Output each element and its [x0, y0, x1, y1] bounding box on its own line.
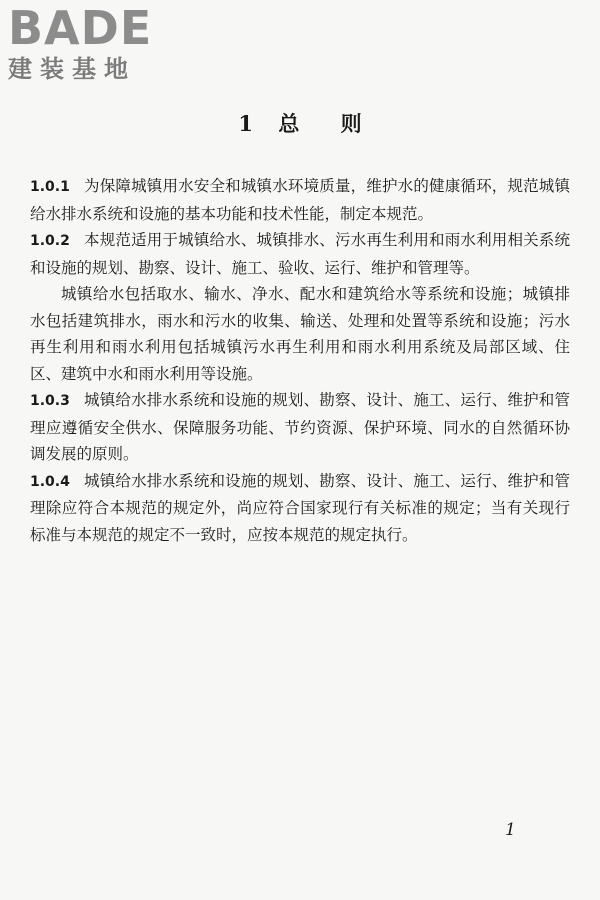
clause-1-0-4 [30, 468, 570, 549]
chapter-title-char-1: 总 [278, 111, 300, 136]
document-body [30, 173, 570, 548]
clause-1-0-2 [30, 227, 570, 281]
logo-subtitle: 建装基地 [8, 55, 136, 83]
chapter-number: 1 [238, 111, 253, 136]
logo-brand: BADE [8, 1, 153, 55]
clause-1-0-2-note: 城镇给水包括取水、输水、净水、配水和建筑给水等系统和设施；城镇排水包括建筑排水，雨水和污水的收集、输送、处理和处置等系统和设施；污水再生利用和雨水利用包括城镇污水再生利用和雨水利用系统及局部区域、住区、建筑中水和雨水利用等设施。 [30, 285, 570, 383]
bade-logo [8, 1, 178, 84]
clause-1-0-3 [30, 387, 570, 468]
clause-text: 为保障城镇用水安全和城镇水环境质量，维护水的健康循环，规范城镇给水排水系统和设施的基本功能和技术性能，制定本规范。 [30, 177, 570, 223]
page-number: 1 [505, 820, 516, 840]
clause-number: 1.0.1 [30, 179, 70, 195]
chapter-title-char-2: 则 [340, 111, 362, 136]
clause-text: 城镇给水排水系统和设施的规划、勘察、设计、施工、运行、维护和管理应遵循安全供水、保障服务功能、节约资源、保护环境、同水的自然循环协调发展的原则。 [30, 391, 570, 463]
clause-1-0-1 [30, 173, 570, 227]
clause-text: 本规范适用于城镇给水、城镇排水、污水再生利用和雨水利用相关系统和设施的规划、勘察、设计、施工、验收、运行、维护和管理等。 [30, 231, 570, 277]
clause-number: 1.0.4 [30, 473, 70, 490]
clause-number: 1.0.3 [30, 393, 70, 409]
clause-text: 城镇给水排水系统和设施的规划、勘察、设计、施工、运行、维护和管理除应符合本规范的规定外，尚应符合国家现行有关标准的规定；当有关现行标准与本规范的规定不一致时，应按本规范的规定执行。 [30, 471, 570, 544]
clause-number: 1.0.2 [30, 233, 70, 249]
chapter-title [0, 108, 600, 138]
